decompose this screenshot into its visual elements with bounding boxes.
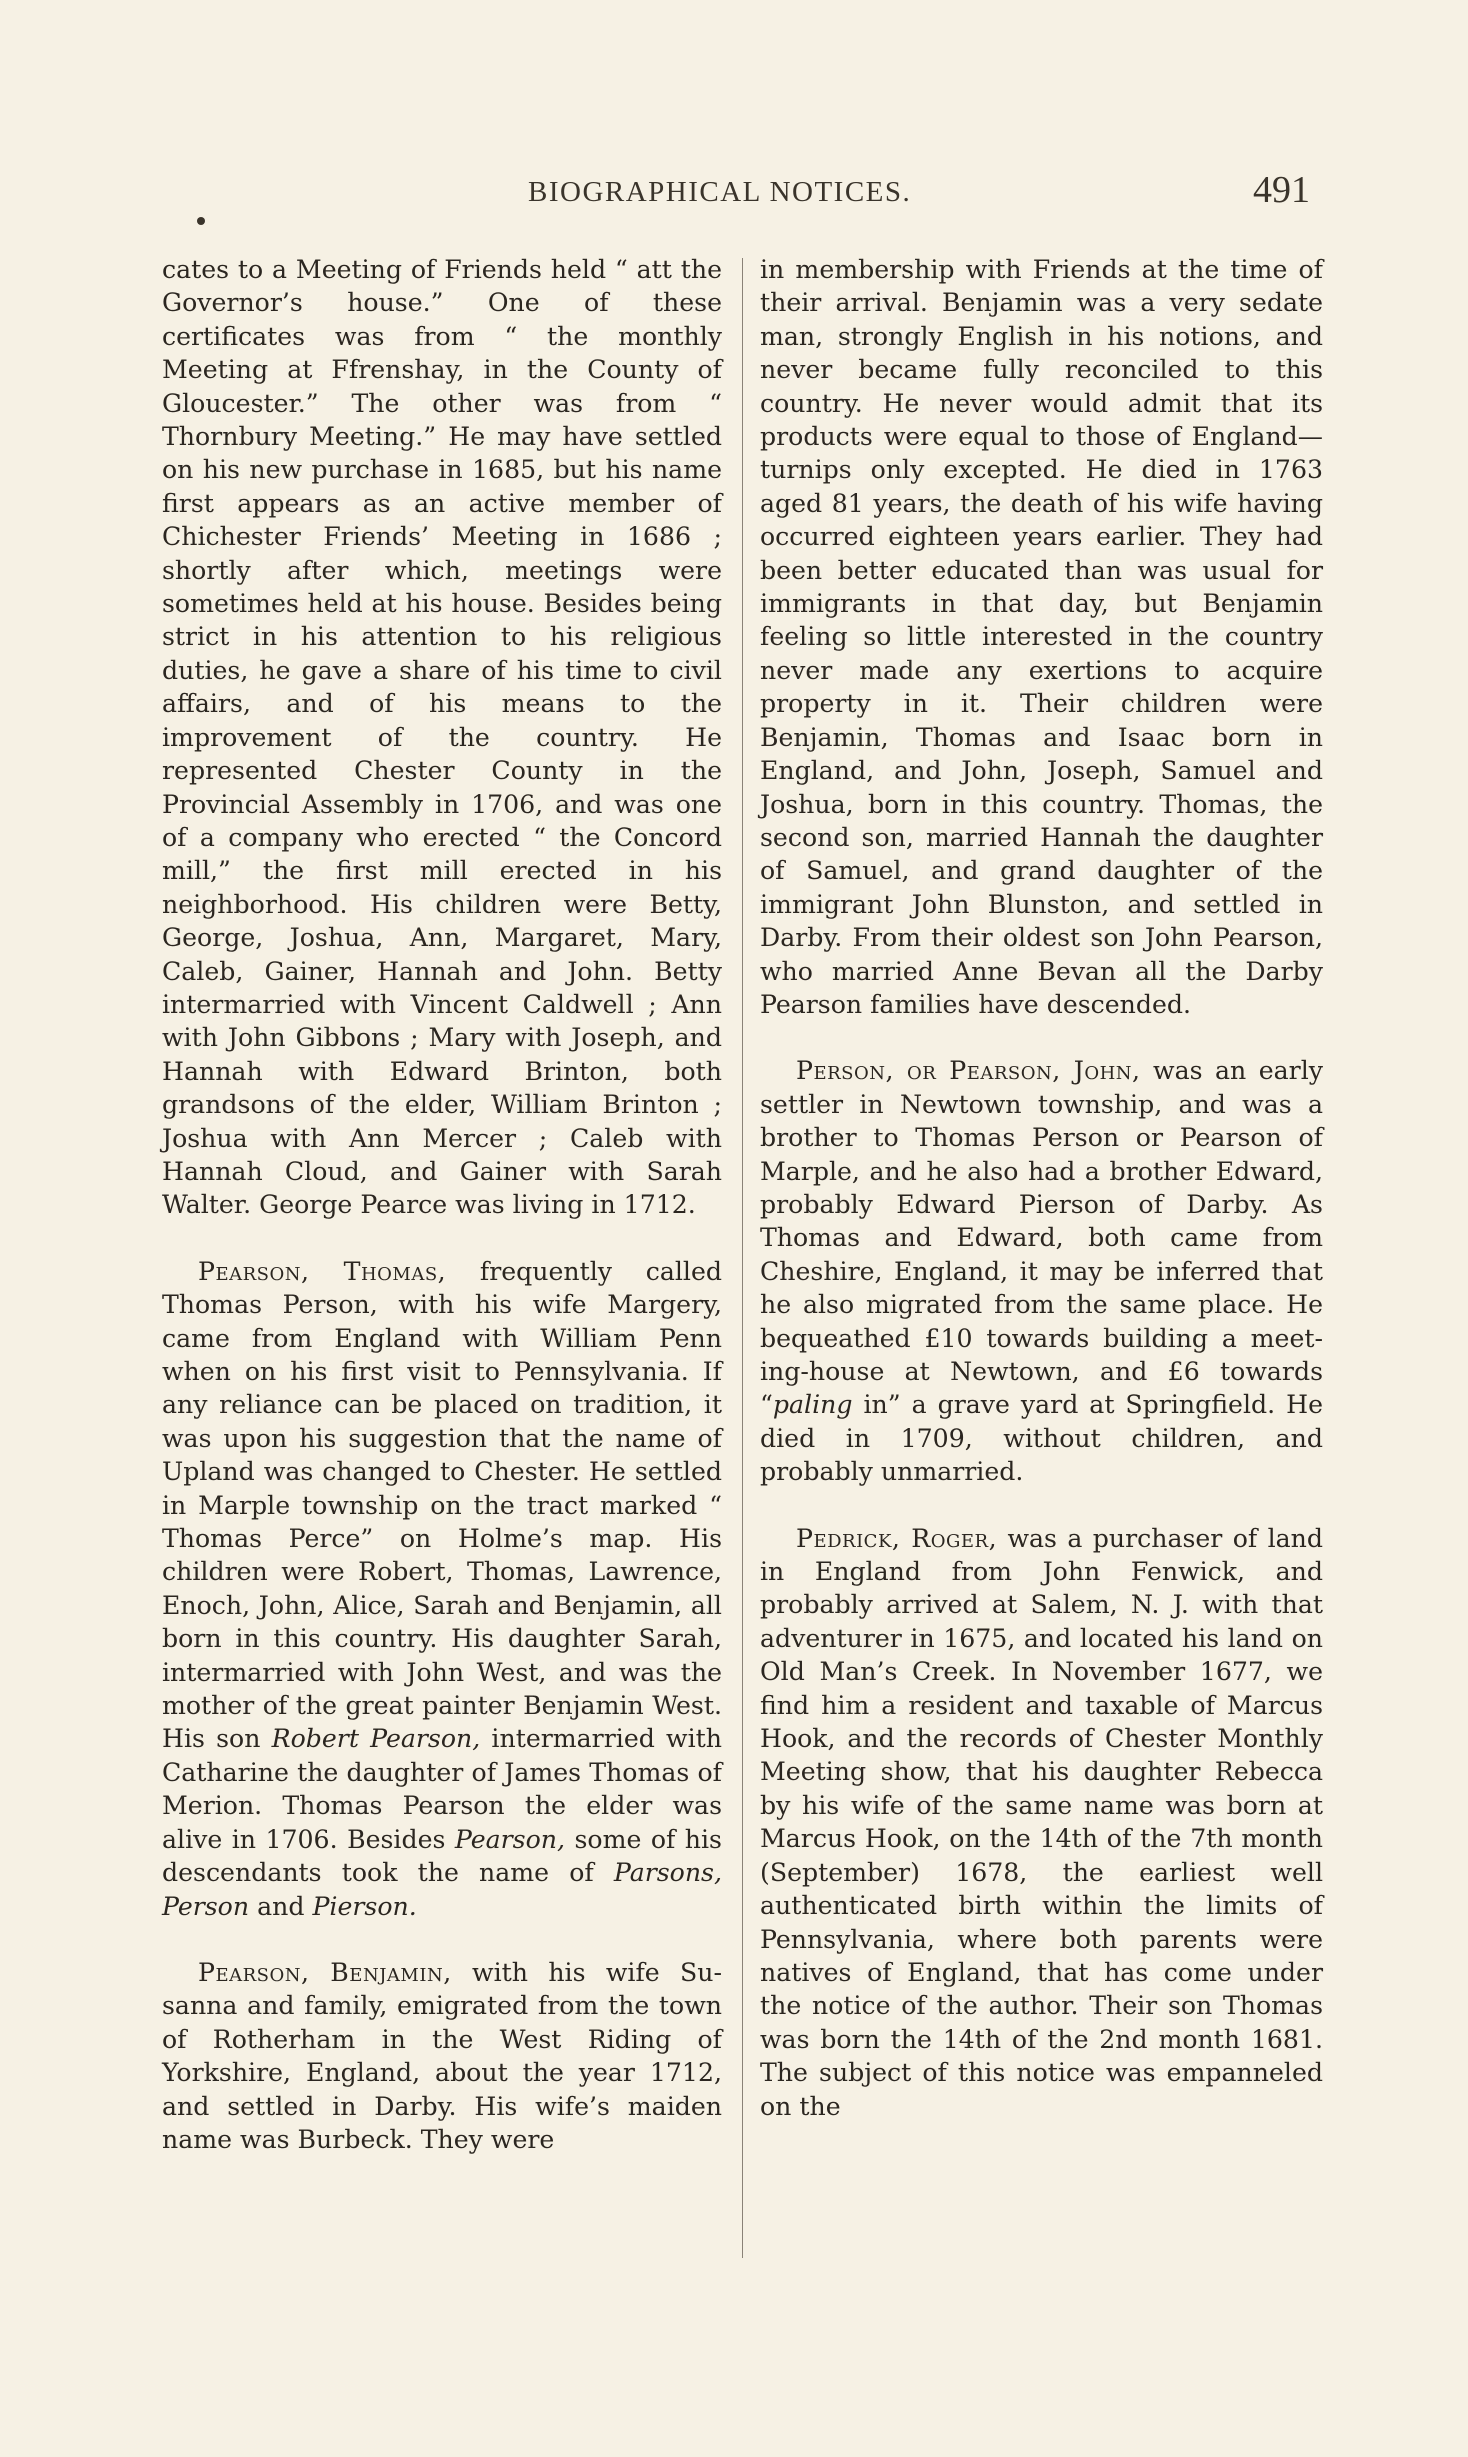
continued-entry-text: cates to a Meeting of Friends held “ att the Governor’s house.” One of these certificates was from “ the monthly Meeting at Ffrenshay, in the County of Gloucester.” The other was from “ Thornbury Meeting.” He may have settled on his new purchase in 1685, but his name first appears as an active member of Chichester Friends’ Meeting in 1686 ; shortly after which, meetings were sometimes held at his house. Besides being strict in his attention to his religious duties, he gave a share of his time to civil affairs, and of his means to the improvement of the country. He represented Chester County in the Provincial Assembly in 1706, and was one of a company who erected “ the Concord mill,” the first mill erected in his neighborhood. His children were Betty, George, Joshua, Ann, Margaret, Mary, Caleb, Gainer, Hannah and John. Betty intermarried with Vincent Caldwell ; Ann with John Gibbons ; Mary with Joseph, and Hannah with Edward Brinton, both grandsons of the elder, William Brinton ; Joshua with Ann Mercer ; Caleb with Hannah Cloud, and Gainer with Sarah Walter. George Pearce was living in 1712. — [162, 255, 722, 1220]
entry-text: with his wife Susanna and family, emigrated from the town of Rotherham in the West Riding of Yorkshire, England, about the year 1712, and settled in Darby. His wife’s maiden name was Burbeck. They were — [162, 1957, 722, 2154]
left-column — [162, 253, 722, 2156]
entry-text: in” a grave yard at Springfield. He died in 1709, without children, and probably unmarried. — [760, 1390, 1323, 1487]
entry-heading: Pedrick, Roger, — [796, 1523, 998, 1553]
entry-pearson-benjamin — [162, 1956, 722, 2156]
entry-pearson-thomas — [162, 1255, 722, 1923]
entry-heading: Person, or Pearson, John, — [796, 1056, 1141, 1086]
entry-text: and — [249, 1891, 313, 1921]
italic-name: Pierson. — [312, 1891, 417, 1921]
entry-heading: Pearson, Benjamin, — [198, 1957, 452, 1987]
running-title: BIOGRAPHICAL NOTICES. — [528, 176, 912, 208]
entry-heading: Pearson, Thomas, — [198, 1256, 447, 1286]
entry-person-john — [760, 1054, 1323, 1488]
italic-name: Robert Pearson, — [271, 1724, 481, 1754]
italic-word: paling — [772, 1390, 853, 1420]
column-divider — [742, 258, 743, 2258]
page-number: 491 — [1253, 169, 1310, 211]
italic-name: Pearson, — [454, 1824, 565, 1854]
entry-text: was an early settler in Newtown township, and was a brother to Thomas Person or Pearson of Marple, and he also had a brother Edward, probably Edward Pierson of Darby. As Thomas and Edward, both came from Cheshire, England, it may be inferred that he also migrated from the same place. He bequeathed £10 towards building a meeting-house at Newtown, and £6 towards “ — [760, 1056, 1323, 1420]
entry-text: intermarried with Catharine the daughter of James Thomas of Merion. Thomas Pearson the elder was alive in 1706. Besides — [162, 1724, 722, 1854]
continued-entry-text: in membership with Friends at the time of their arrival. Benjamin was a very sedate man, strongly English in his notions, and never became fully reconciled to this country. He never would admit that its products were equal to those of England—turnips only excepted. He died in 1763 aged 81 years, the death of his wife having occurred eighteen years earlier. They had been better educated than was usual for immigrants in that day, but Benjamin feeling so little interested in the country never made any exertions to acquire property in it. Their children were Benjamin, Thomas and Isaac born in England, and John, Joseph, Samuel and Joshua, born in this country. Thomas, the second son, married Hannah the daughter of Samuel, and grand daughter of the immigrant John Blunston, and settled in Darby. From their oldest son John Pearson, who married Anne Bevan all the Darby Pearson families have descended. — [760, 255, 1323, 1019]
entry-text: frequently called Thomas Person, with his wife Margery, came from England with William Penn when on his first visit to Pennsylvania. If any reliance can be placed on tradition, it was upon his suggestion that the name of Upland was changed to Chester. He settled in Marple township on the tract marked “ Thomas Perce” on Holme’s map. His children were Robert, Thomas, Lawrence, Enoch, John, Alice, Sarah and Benjamin, all born in this country. His daughter Sarah, intermarried with John West, and was the mother of the great painter Benjamin West. His son — [162, 1256, 722, 1754]
ink-dot — [197, 217, 205, 225]
entry-pedrick-roger — [760, 1522, 1323, 2123]
right-column — [760, 253, 1323, 2123]
running-head — [160, 168, 1310, 228]
italic-name: Parsons, Person — [162, 1858, 722, 1921]
entry-text: some of his descendants took the name of — [162, 1824, 722, 1888]
entry-text: was a purchaser of land in England from John Fenwick, and probably arrived at Salem, N. J. with that adventurer in 1675, and located his land on Old Man’s Creek. In November 1677, we find him a resident and taxable of Marcus Hook, and the records of Chester Monthly Meeting show, that his daughter Rebecca by his wife of the same name was born at Marcus Hook, on the 14th of the 7th month (September) 1678, the earliest well authenticated birth within the limits of Pennsylvania, where both parents were natives of England, that has come under the notice of the author. Their son Thomas was born the 14th of the 2nd month 1681. The subject of this notice was empanneled on the — [760, 1523, 1323, 2121]
